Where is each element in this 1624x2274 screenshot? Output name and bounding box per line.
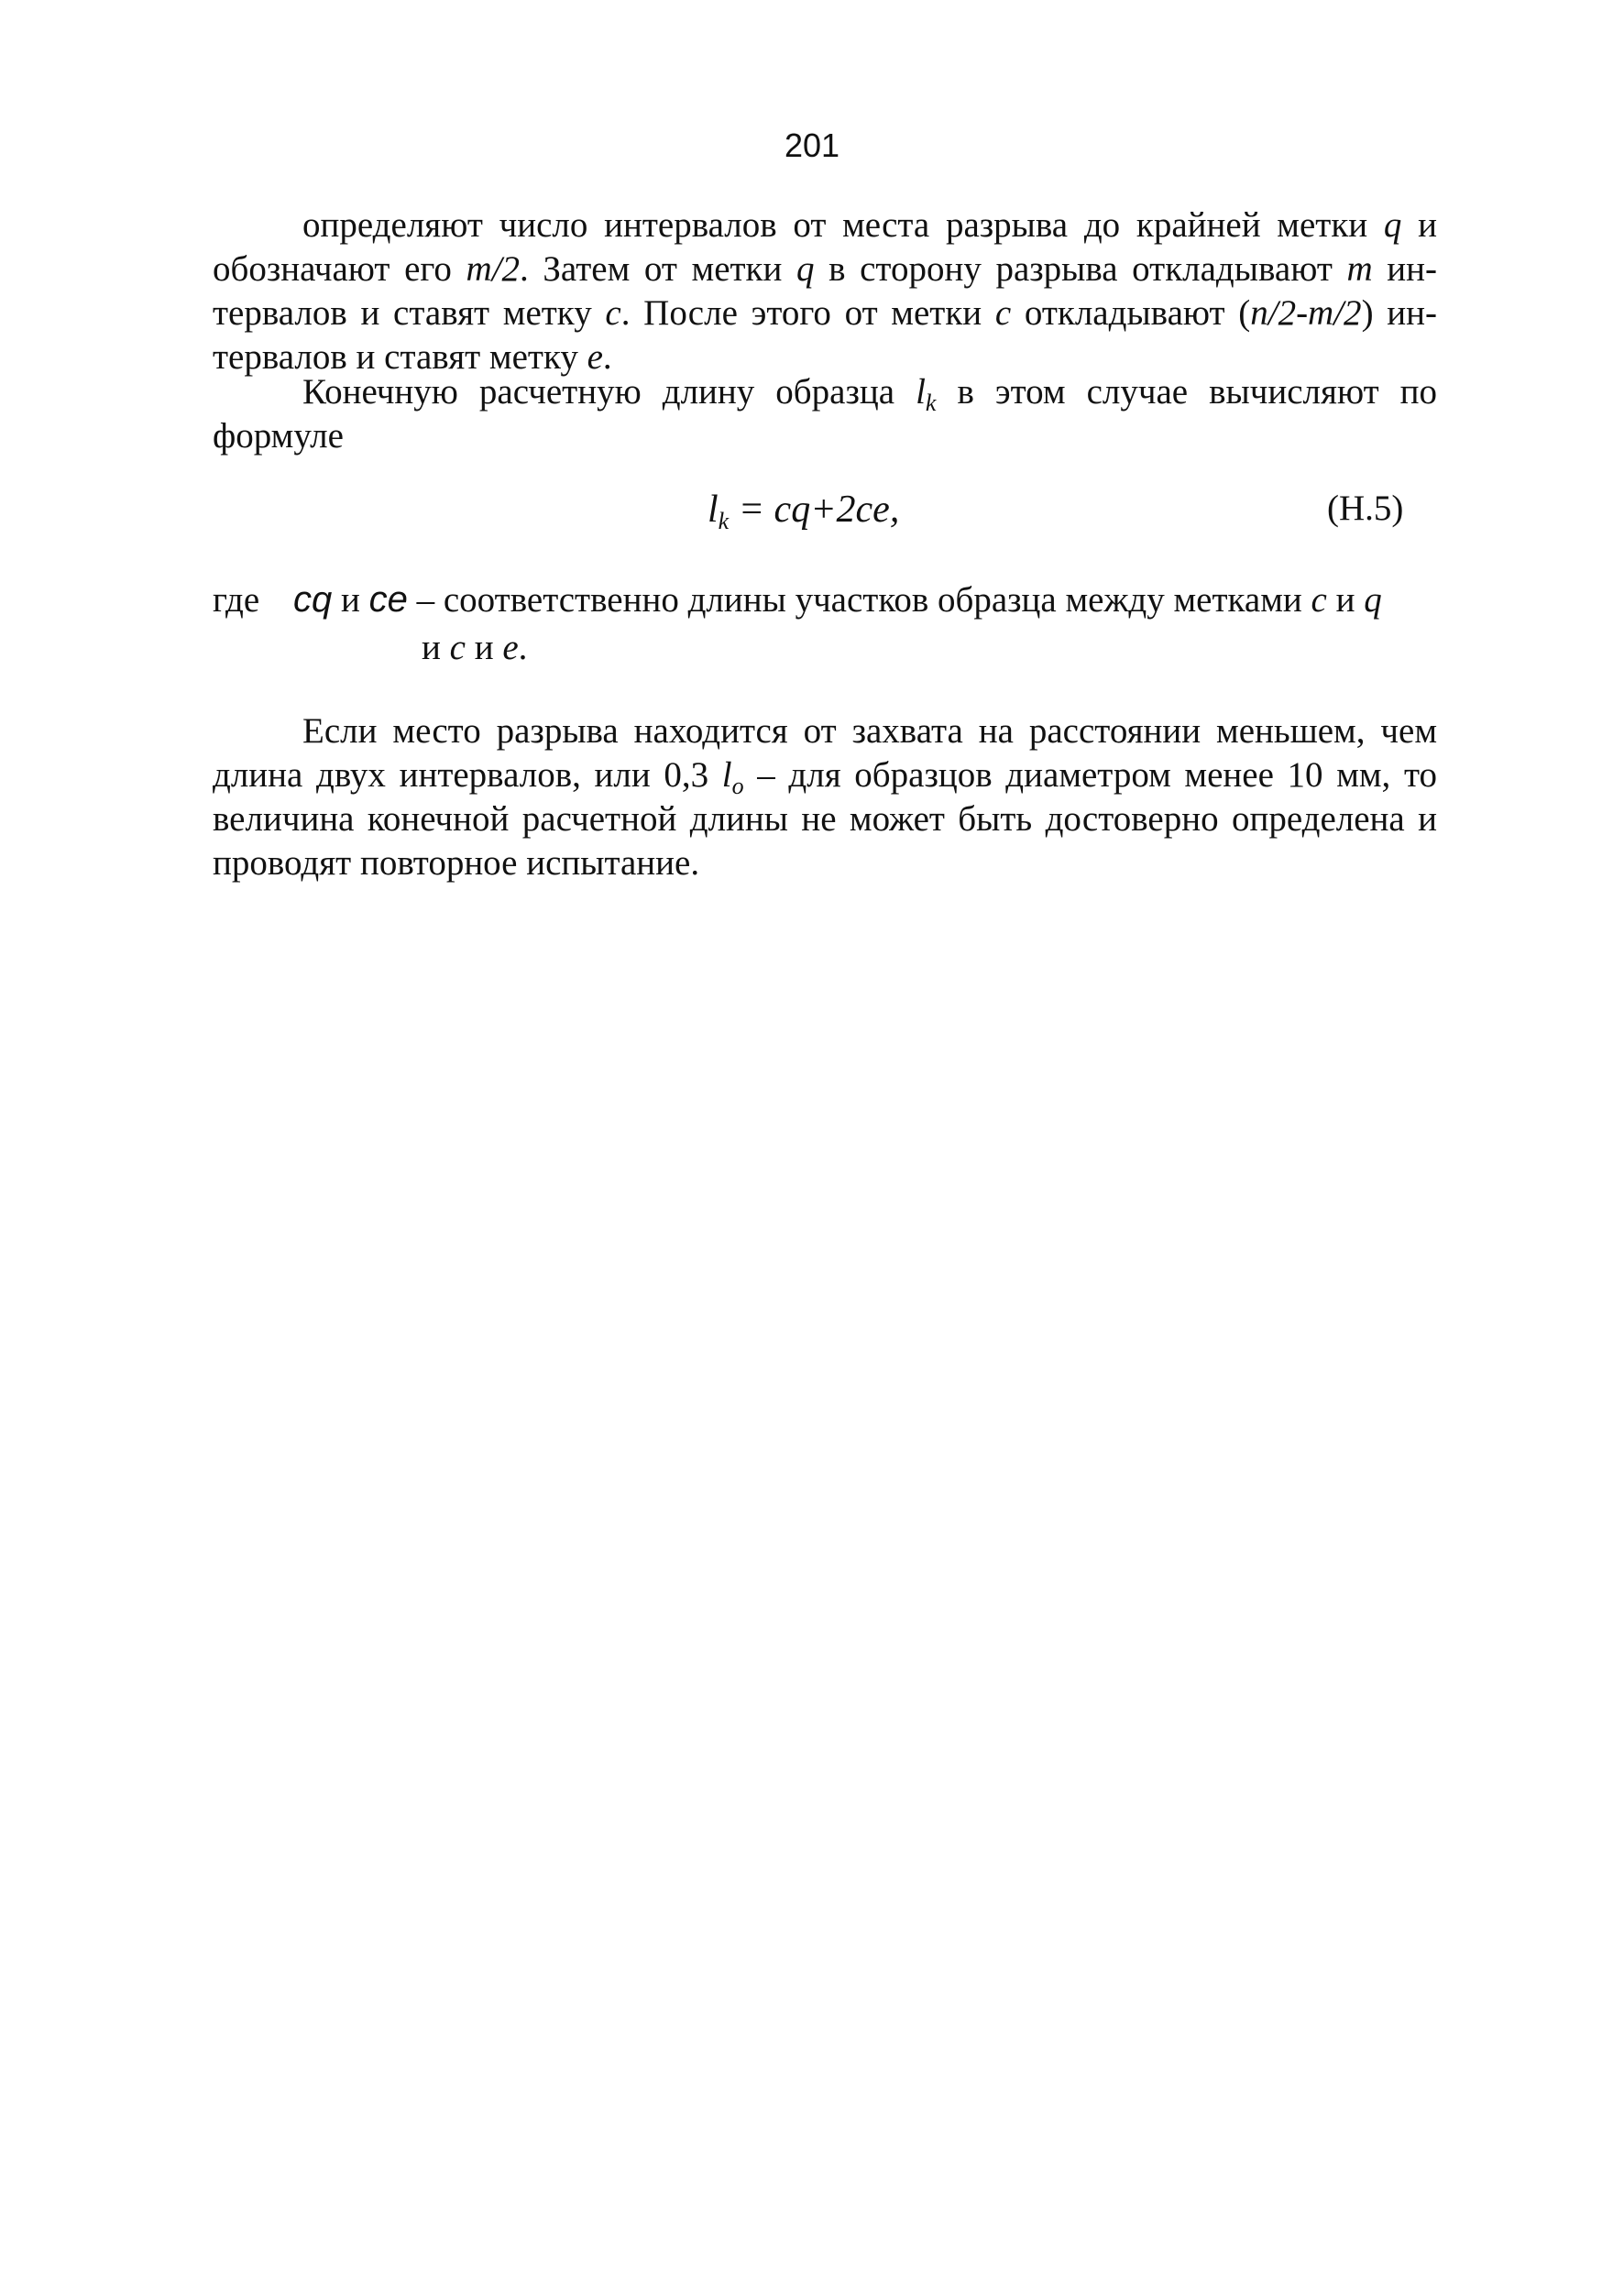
text: и [422,628,450,667]
text: откладывают ( [1011,293,1251,333]
paragraph-1-line-3 [213,291,1437,335]
text: тервалов и ставят метку [213,293,606,333]
paragraph-2-line-2: формуле [213,416,344,456]
symbol-n2-m2: n/2-m/2 [1250,293,1362,333]
paragraph-3-line-2 [213,753,1437,797]
symbol-c: c [449,628,466,667]
text: – для образцов диаметром менее 10 мм, то [743,755,1437,795]
subscript-o: o [731,773,744,799]
formula [708,488,899,532]
where-label: где [213,580,260,620]
symbol-q: q [1383,205,1402,245]
where-definition-line-1 [293,579,1382,621]
text: длина двух интервалов, или 0,3 [213,755,722,795]
formula-rhs: = cq+2ce, [729,489,900,531]
text: Конечную расчетную длину образца [302,372,916,412]
paragraph-2-line-1 [302,370,1437,414]
symbol-l: l [721,755,732,795]
page-number: 201 [784,126,840,164]
symbol-c: c [605,293,621,333]
symbol-q: q [796,249,815,289]
text: обозначают его [213,249,466,289]
paragraph-3-line-3: величина конечной расчетной длины не может быть достоверно определена и [213,799,1437,839]
text: тервалов и ставят метку [213,337,587,377]
where-definition-line-2 [422,627,527,668]
symbol-m: m [1346,249,1373,289]
symbol-q: q [1364,580,1382,620]
text: в сторону разрыва откладывают [814,249,1347,289]
paragraph-3-line-1: Если место разрыва находится от захвата на расстоянии меньшем, чем [302,711,1437,751]
text: в этом случае вычисляют по [936,372,1437,412]
text: . Затем от метки [520,249,796,289]
text: . После этого от метки [620,293,995,333]
symbol-c: c [994,293,1012,333]
symbol-c: c [1311,580,1327,620]
formula-number: (Н.5) [1327,489,1404,528]
symbol-cq: cq [293,579,333,620]
symbol-e: e [502,628,519,667]
symbol-l: l [916,372,926,412]
text: и [1326,580,1365,620]
text: ) ин- [1361,293,1437,333]
text: – соответственно длины участков образца между метками [407,580,1311,620]
text: и [332,580,369,620]
symbol-ce: ce [368,579,408,620]
text: . [602,337,612,377]
formula-subscript-k: k [718,508,730,534]
paragraph-3-line-4: проводят повторное испытание. [213,843,700,883]
paragraph-1-line-2 [213,247,1437,291]
formula-l: l [708,489,719,531]
symbol-m2: m/2 [466,249,521,289]
text: и [465,628,503,667]
text: и [1401,205,1437,245]
text: ин- [1372,249,1437,289]
text: определяют число интервалов от места разрыва до крайней метки [302,205,1384,245]
paragraph-1-line-1 [302,203,1437,247]
text: . [518,628,528,667]
subscript-k: k [925,390,937,416]
symbol-e: e [587,337,603,377]
